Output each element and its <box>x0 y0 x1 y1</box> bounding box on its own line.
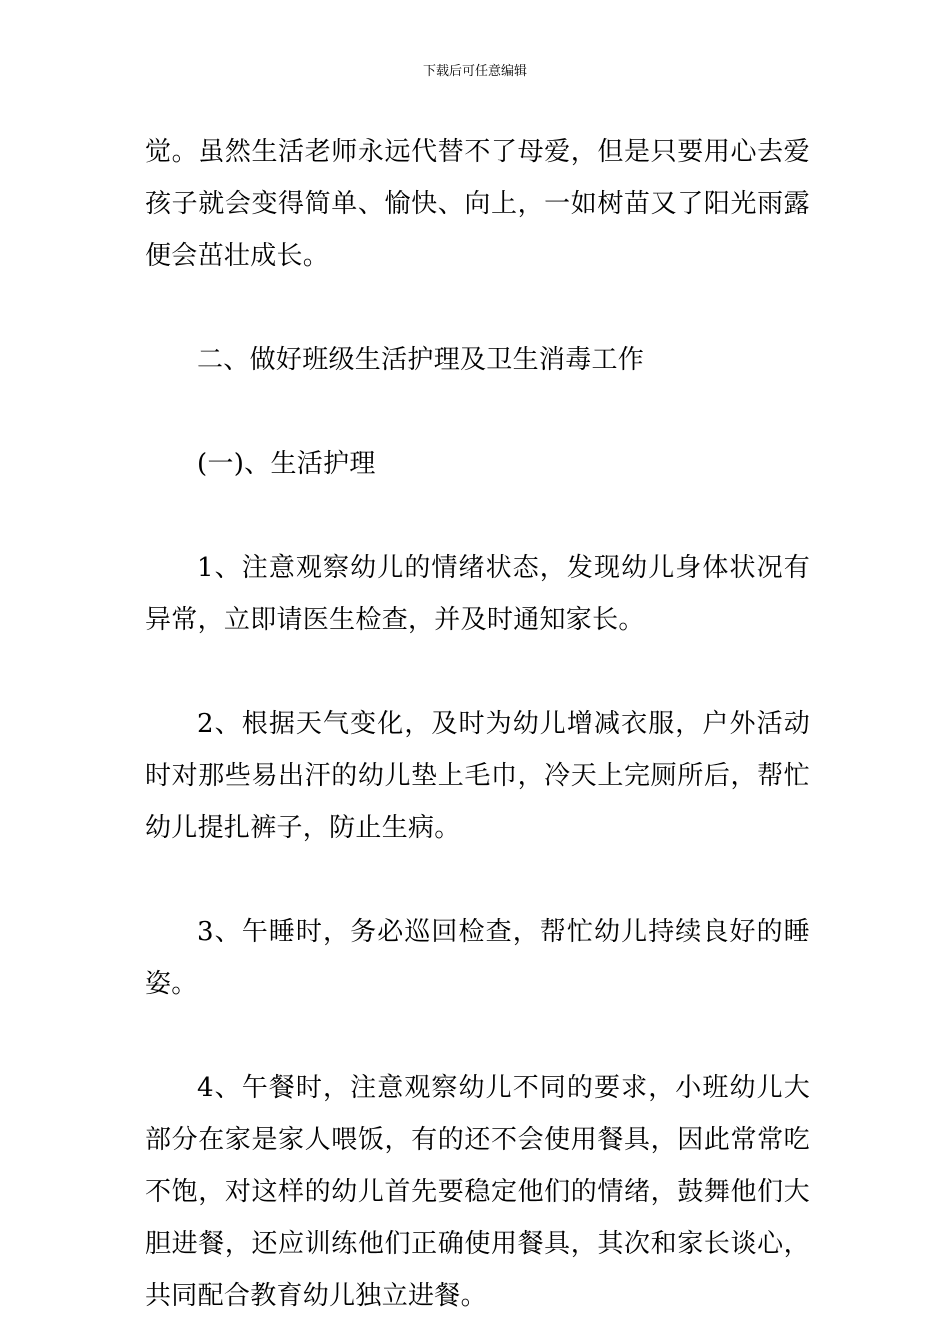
paragraph-item-3: 3、午睡时，务必巡回检查，帮忙幼儿持续良好的睡姿。 <box>145 917 810 999</box>
document-body <box>145 126 810 1322</box>
paragraph-gap <box>145 490 810 542</box>
paragraph-item-2: 2、根据天气变化，及时为幼儿增减衣服，户外活动时对那些易出汗的幼儿垫上毛巾，冷天上完厕所后，帮忙幼儿提扎裤子，防止生病。 <box>145 709 810 843</box>
page-header: 下载后可任意编辑 <box>422 64 527 79</box>
paragraph-item-4: 4、午餐时，注意观察幼儿不同的要求，小班幼儿大部分在家是家人喂饭，有的还不会使用餐具，因此常常吃不饱，对这样的幼儿首先要稳定他们的情绪，鼓舞他们大胆进餐，还应训练他们正确使用餐具，其次和家长谈心，共同配合教育幼儿独立进餐。 <box>145 1073 810 1311</box>
paragraph-gap <box>145 386 810 438</box>
subsection-heading: (一)、生活护理 <box>197 449 376 479</box>
paragraph-gap <box>145 854 810 906</box>
section-heading: 二、做好班级生活护理及卫生消毒工作 <box>197 345 645 375</box>
paragraph-gap <box>145 282 810 334</box>
paragraph-item-1: 1、注意观察幼儿的情绪状态，发现幼儿身体状况有异常，立即请医生检查，并及时通知家长。 <box>145 553 810 635</box>
paragraph-continuation: 觉。虽然生活老师永远代替不了母爱，但是只要用心去爱孩子就会变得简单、愉快、向上，一如树苗又了阳光雨露便会茁壮成长。 <box>145 137 810 271</box>
paragraph-gap <box>145 1010 810 1062</box>
paragraph-gap <box>145 646 810 698</box>
